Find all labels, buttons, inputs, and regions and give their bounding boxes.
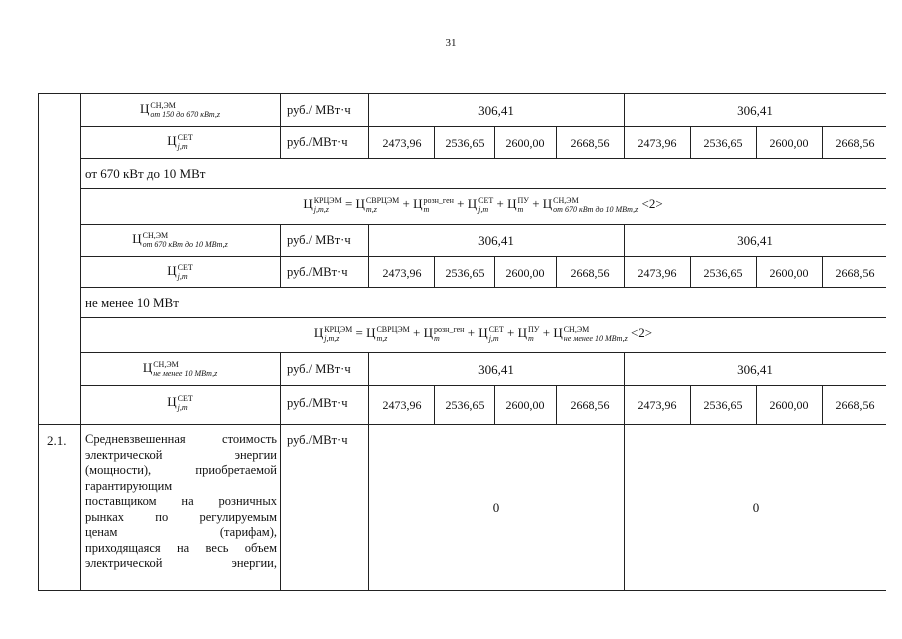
value-cell: 2473,96 [382,136,422,150]
value-cell: 2668,56 [835,398,875,412]
value-left: 0 [492,500,500,515]
value-cell: 2473,96 [382,398,422,412]
value-cell: 2600,00 [769,136,809,150]
value-left: 306,41 [478,362,514,377]
value-cell: 2473,96 [637,266,677,280]
price-component-150-670-label: Ц СН,ЭМ от 150 до 670 кВт,z [139,100,221,119]
unit-cell: руб./МВт·ч [287,135,348,149]
price-component-670-10-label: Ц СН,ЭМ от 670 кВт до 10 МВт,z [132,230,228,249]
unit-cell: руб./МВт·ч [287,396,348,410]
value-cell: 2536,65 [445,398,485,412]
value-left: 306,41 [478,233,514,248]
value-right: 306,41 [737,233,773,248]
value-cell: 2536,65 [703,136,743,150]
unit-cell: руб./ МВт·ч [287,233,351,247]
formula-10mw: Ц КРЦЭМ j,m,z = Ц СВРЦЭМ m,z + Ц розн_ген m + Ц СЕТ j,m + Ц ПУ m + Ц СН,ЭМ не менее 10 МВт,z <2> [313,324,653,343]
price-component-10mw-label: Ц СН,ЭМ не менее 10 МВт,z [142,359,218,378]
formula-670-10: Ц КРЦЭМ j,m,z = Ц СВРЦЭМ m,z + Ц розн_ген m + Ц СЕТ j,m + Ц ПУ m + Ц СН,ЭМ от 670 кВт до 10 МВт,z <2> [303,195,663,214]
network-component-label: Ц СЕТ j,m [167,132,193,151]
value-cell: 2668,56 [570,136,610,150]
network-component-label: Ц СЕТ j,m [167,393,193,412]
value-right: 306,41 [737,103,773,118]
value-right: 0 [752,500,760,515]
value-cell: 2668,56 [835,266,875,280]
section-heading: не менее 10 МВт [85,295,179,310]
unit-cell: руб./ МВт·ч [287,362,351,376]
value-right: 306,41 [737,362,773,377]
unit-cell: руб./ МВт·ч [287,103,351,117]
value-cell: 2600,00 [505,398,545,412]
value-cell: 2536,65 [703,266,743,280]
value-cell: 2473,96 [637,398,677,412]
value-cell: 2536,65 [445,266,485,280]
row-description: Средневзвешенная стоимость электрической энергии (мощности), приобретаемой гарантирующим поставщиком на розничных рынках по регулируемым ценам (тарифам), приходящаяся на весь объем электрической энергии, [85,432,277,570]
value-cell: 2600,00 [505,136,545,150]
value-cell: 2600,00 [505,266,545,280]
value-cell: 2600,00 [769,266,809,280]
unit-cell: руб./МВт·ч [287,265,348,279]
value-cell: 2473,96 [382,266,422,280]
value-cell: 2600,00 [769,398,809,412]
value-cell: 2473,96 [637,136,677,150]
page-number: 31 [445,37,457,49]
value-cell: 2668,56 [570,398,610,412]
value-cell: 2536,65 [703,398,743,412]
value-cell: 2668,56 [570,266,610,280]
value-cell: 2668,56 [835,136,875,150]
row-number: 2.1. [47,433,67,448]
network-component-label: Ц СЕТ j,m [167,262,193,281]
value-left: 306,41 [478,103,514,118]
value-cell: 2536,65 [445,136,485,150]
section-heading: от 670 кВт до 10 МВт [85,166,206,181]
unit-cell: руб./МВт·ч [287,433,348,447]
